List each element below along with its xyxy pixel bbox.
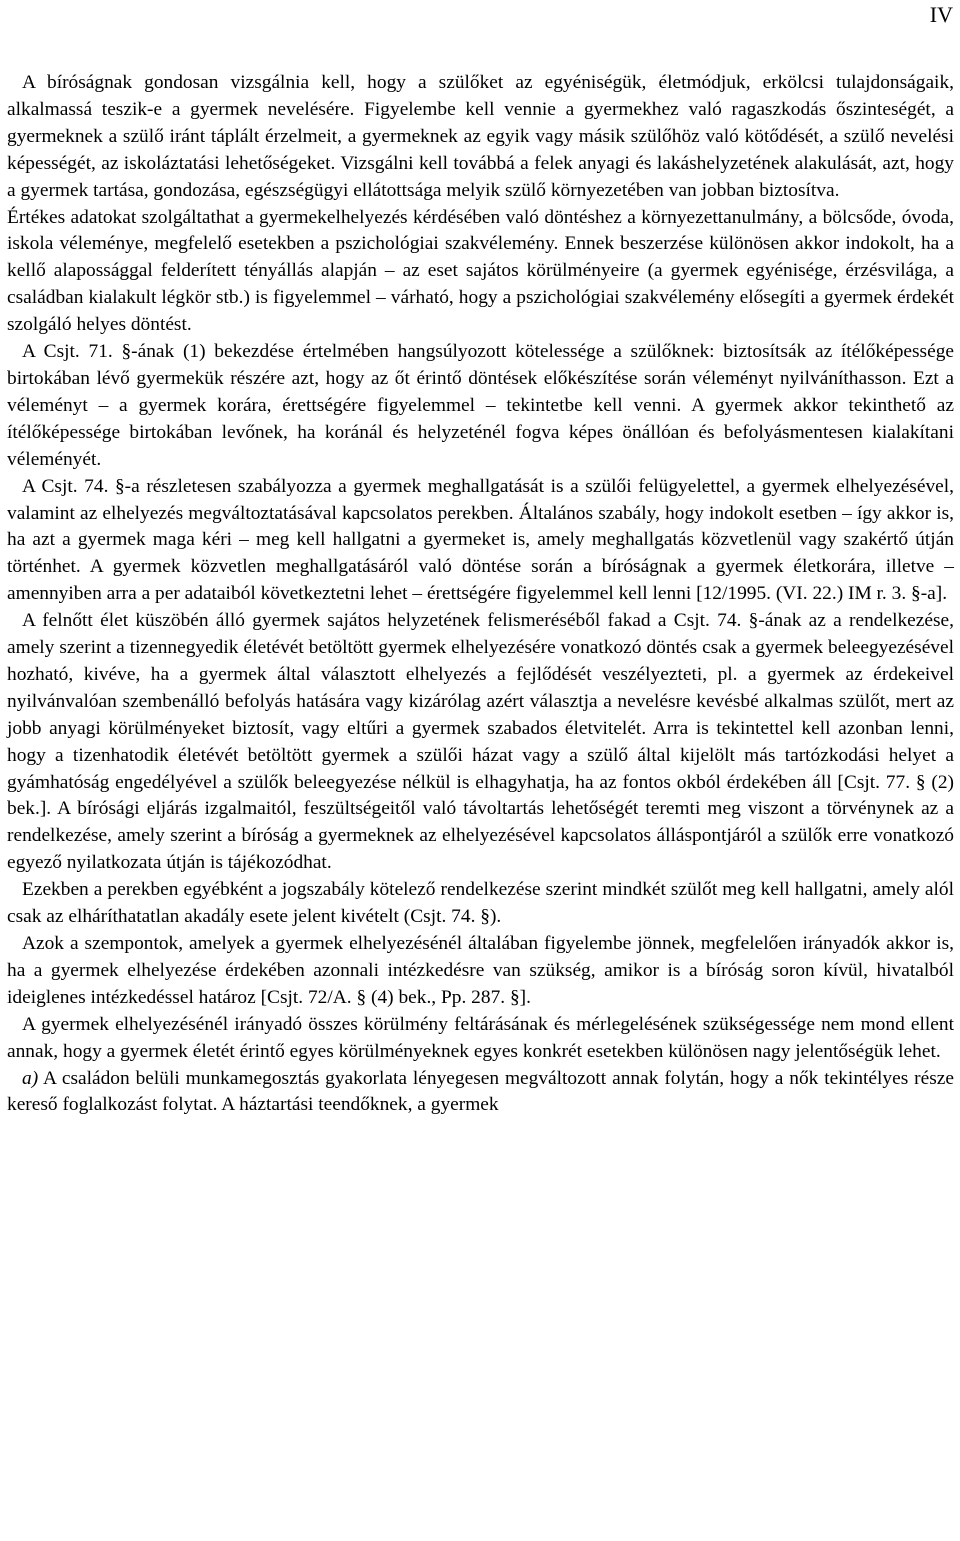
paragraph-point-a	[7, 1066, 954, 1120]
paragraph-expert-opinion: Értékes adatokat szolgáltathat a gyermekelhelyezés kérdésében való döntéshez a környezettanulmány, a bölcsőde, óvoda, iskola véleménye, megfelelő esetekben a pszichológiai szakvélemény. Ennek beszerzése különösen akkor indokolt, ha a kellő alapossággal felderített tényállás alapján – az eset sajátos körülményeire (a gyermek egyénisége, érzésvilága, a családban kialakult légkör stb.) is figyelemmel – várható, hogy a pszichológiai szakvélemény elősegíti a gyermek érdekét szolgáló helyes döntést.	[7, 206, 954, 336]
paragraph-csjt-74-hearing: A Csjt. 74. §-a részletesen szabályozza a gyermek meghallgatását is a szülői felügyelettel, a gyermek elhelyezésével, valamint az elhelyezés megváltoztatásával kapcsolatos perekben. Általános szabály, hogy indokolt esetben – így akkor is, ha azt a gyermek maga kéri – meg kell hallgatni a gyermeket is, amely meghallgatás közvetlenül vagy szakértő útján történhet. A gyermek közvetlen meghallgatásáról való döntése során a bíróságnak a gyermek életkorára, illetve – amennyiben arra a per adataiból következtetni lehet – érettségére figyelemmel kell lenni [12/1995. (VI. 22.) IM r. 3. §-a].	[7, 475, 954, 605]
document-body	[7, 70, 954, 1119]
paragraph-age-fourteen: A felnőtt élet küszöbén álló gyermek sajátos helyzetének felismeréséből fakad a Csjt. 74. §-ának az a rendelkezése, amely szerint a tizennegyedik életévét betöltött gyermek elhelyezésére vonatkozó döntés csak a gyermek beleegyezésével hozható, kivéve, ha a gyermek által választott elhelyezés a fejlődését veszélyezteti, pl. a gyermek az érdekeivel nyilvánvalóan szembenálló befolyás hatására vagy kizárólag azért választja a nevelésre kevésbé alkalmas szülőt, mert az jobb anyagi körülményeket biztosít, vagy eltűri a gyermek szabados életvitelét. Arra is tekintettel kell azonban lenni, hogy a tizenhatodik életévét betöltött gyermek a szülői házat vagy a szülő által kijelölt más tartózkodási helyet a gyámhatóság engedélyével a szülők beleegyezése nélkül is elhagyhatja, ha az fontos okból érdekében áll [Csjt. 77. § (2) bek.]. A bírósági eljárás izgalmaitól, feszültségeitől való távoltartás lehetőségét teremti meg viszont a törvénynek az a rendelkezése, amely szerint a bíróság a gyermeknek az elhelyezésével kapcsolatos álláspontjáról a szülők erre vonatkozó egyező nyilatkozata útján is tájékozódhat.	[7, 610, 954, 874]
paragraph-parental-suitability: A bíróságnak gondosan vizsgálnia kell, hogy a szülőket az egyéniségük, életmódjuk, erkölcsi tulajdonságaik, alkalmassá teszik-e a gyermek nevelésére. Figyelembe kell vennie a gyermekhez való ragaszkodás őszinteségét, a gyermeknek a szülő iránt táplált érzelmeit, a gyermeknek az egyik vagy másik szülőhöz való kötődését, a szülő nevelési képességét, az iskoláztatási lehetőségeket. Vizsgálni kell továbbá a felek anyagi és lakáshelyzetének alakulását, azt, hogy a gyermek tartása, gondozása, egészségügyi ellátottsága melyik szülő környezetében van jobban biztosítva.	[7, 72, 954, 201]
paragraph-special-circumstances: A gyermek elhelyezésénél irányadó összes körülmény feltárásának és mérlegelésének szükségessége nem mond ellent annak, hogy a gyermek életét érintő egyes körülményeknek egyes konkrét esetekben különösen nagy jelentőségük lehet.	[7, 1013, 954, 1062]
paragraph-point-a-text: A családon belüli munkamegosztás gyakorlata lényegesen megváltozott annak folytán, hogy a nők tekintélyes része kereső foglalkozást folytat. A háztartási teendőknek, a gyermek	[7, 1067, 954, 1116]
paragraph-both-parents-heard: Ezekben a perekben egyébként a jogszabály kötelező rendelkezése szerint mindkét szülőt meg kell hallgatni, amely alól csak az elháríthatatlan akadály esete jelent kivételt (Csjt. 74. §).	[7, 879, 954, 928]
page-number: IV	[929, 2, 953, 27]
paragraph-csjt-71: A Csjt. 71. §-ának (1) bekezdése értelmében hangsúlyozott kötelessége a szülőknek: biztosítsák az ítélőképessége birtokában lévő gyermekük részére azt, hogy az őt érintő döntések előkészítése során véleményt nyilváníthasson. Ezt a véleményt – a gyermek korára, érettségére figyelemmel – tekintetbe kell venni. A gyermek akkor tekinthető az ítélőképessége birtokában levőnek, ha koránál és helyzeténél fogva képes önállóan és befolyásmentesen kialakítani véleményét.	[7, 341, 954, 470]
paragraph-interim-measures: Azok a szempontok, amelyek a gyermek elhelyezésénél általában figyelembe jönnek, megfelelően irányadók akkor is, ha a gyermek elhelyezése érdekében azonnali intézkedésre van szükség, amikor is a bíróság soron kívül, hivatalból ideiglenes intézkedéssel határoz [Csjt. 72/A. § (4) bek., Pp. 287. §].	[7, 933, 954, 1008]
list-label: a)	[22, 1067, 39, 1089]
